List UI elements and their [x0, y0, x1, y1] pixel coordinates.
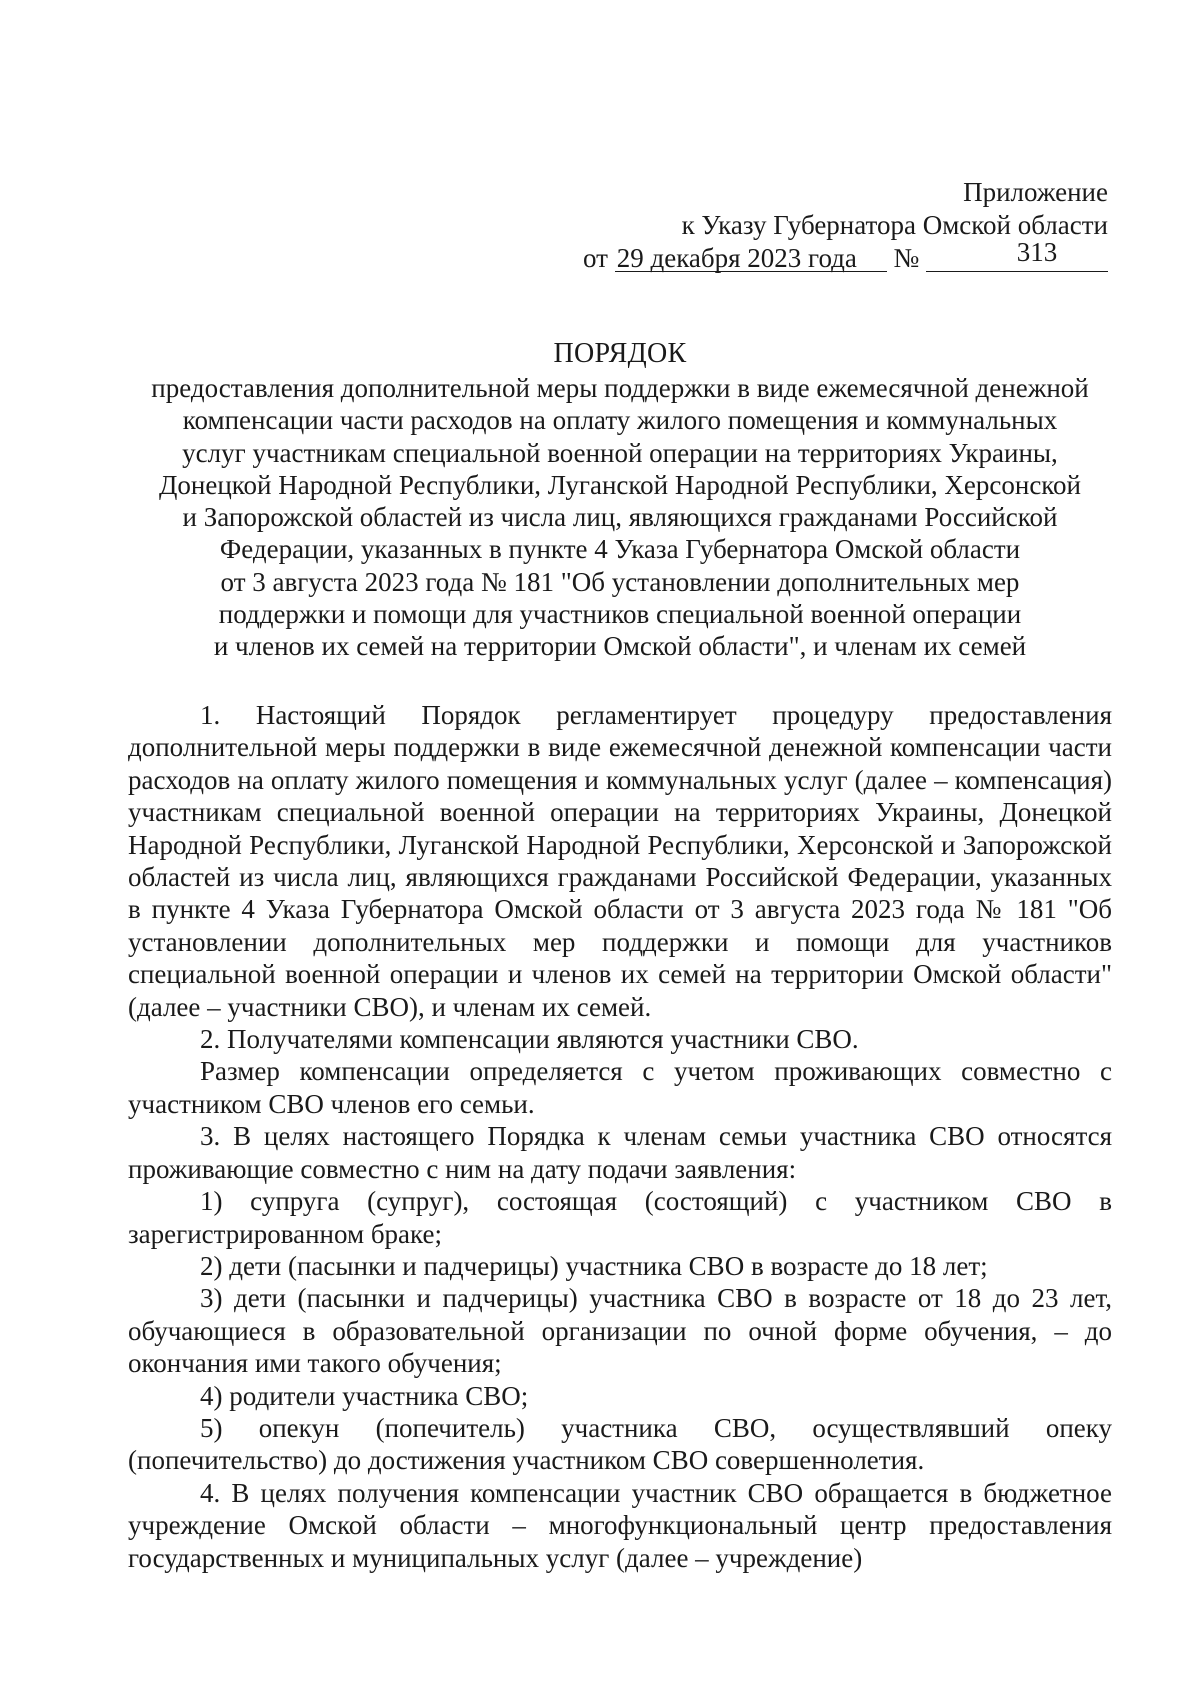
list-item-1: 1) супруга (супруг), состоящая (состоящий) с участником СВО в зарегистрированном браке; — [128, 1186, 1112, 1249]
paragraph-1: 1. Настоящий Порядок регламентирует процедуру предоставления дополнительной меры поддержки в виде ежемесячной денежной компенсации части расходов на оплату жилого помещения и коммунальных услуг (далее – компенсация) участникам специальной военной операции на территориях Украины, Донецкой Народной Республики, Луганской Народной Республики, Херсонской и Запорожской областей из числа лиц, являющихся гражданами Российской Федерации, указанных в пункте 4 Указа Губернатора Омской области от 3 августа 2023 года № 181 "Об установлении дополнительных мер поддержки и помощи для участников специальной военной операции и членов их семей на территории Омской области" (далее – участники СВО), и членам их семей. — [128, 700, 1112, 1022]
paragraph-3: 3. В целях настоящего Порядка к членам семьи участника СВО относятся проживающие совместно с ним на дату подачи заявления: — [128, 1121, 1112, 1184]
list-item-5: 5) опекун (попечитель) участника СВО, осуществлявший опеку (попечительство) до достижения участником СВО совершеннолетия. — [128, 1412, 1112, 1476]
paragraph-2-size: Размер компенсации определяется с учетом проживающих совместно с участником СВО членов его семьи. — [128, 1056, 1112, 1119]
decree-number — [926, 237, 1108, 272]
subtitle-line: компенсации части расходов на оплату жилого помещения и коммунальных — [182, 405, 1058, 436]
list-item-2: 2) дети (пасынки и падчерицы) участника СВО в возрасте до 18 лет; — [200, 1250, 988, 1281]
list-item-3: 3) дети (пасынки и падчерицы) участника СВО в возрасте от 18 до 23 лет, обучающиеся в образовательной организации по очной форме обучения, – до окончания ими такого обучения; — [128, 1283, 1112, 1379]
document-subtitle — [120, 372, 1120, 663]
decree-date-text: 29 декабря 2023 года — [616, 243, 857, 273]
date-prefix: от — [583, 243, 608, 273]
appendix-decree-ref: к Указу Губернатора Омской области — [681, 210, 1108, 240]
decree-number-text: 313 — [1016, 237, 1058, 267]
subtitle-line: и Запорожской областей из числа лиц, являющихся гражданами Российской — [182, 502, 1058, 533]
appendix-label: Приложение — [963, 177, 1108, 207]
subtitle-line: и членов их семей на территории Омской области", и членам их семей — [213, 631, 1027, 662]
decree-date — [615, 245, 887, 272]
appendix-date-line — [548, 237, 1108, 275]
subtitle-line: Федерации, указанных в пункте 4 Указа Губернатора Омской области — [219, 534, 1021, 565]
document-body — [128, 699, 1112, 1574]
number-sign: № — [893, 243, 920, 273]
document-title: ПОРЯДОК — [553, 338, 687, 369]
subtitle-line: от 3 августа 2023 года № 181 "Об установлении дополнительных мер — [220, 566, 1020, 597]
subtitle-line: услуг участникам специальной военной операции на территориях Украины, — [182, 437, 1058, 468]
paragraph-2: 2. Получателями компенсации являются участники СВО. — [200, 1024, 859, 1055]
subtitle-line: предоставления дополнительной меры поддержки в виде ежемесячной денежной — [151, 373, 1089, 403]
appendix-header — [548, 176, 1108, 275]
paragraph-4: 4. В целях получения компенсации участник СВО обращается в бюджетное учреждение Омской области – многофункциональный центр предоставления государственных и муниципальных услуг (далее – учреждение) — [128, 1477, 1112, 1573]
subtitle-line: Донецкой Народной Республики, Луганской Народной Республики, Херсонской — [159, 469, 1081, 500]
subtitle-line: поддержки и помощи для участников специальной военной операции — [218, 599, 1022, 630]
list-item-4: 4) родители участника СВО; — [200, 1380, 529, 1411]
